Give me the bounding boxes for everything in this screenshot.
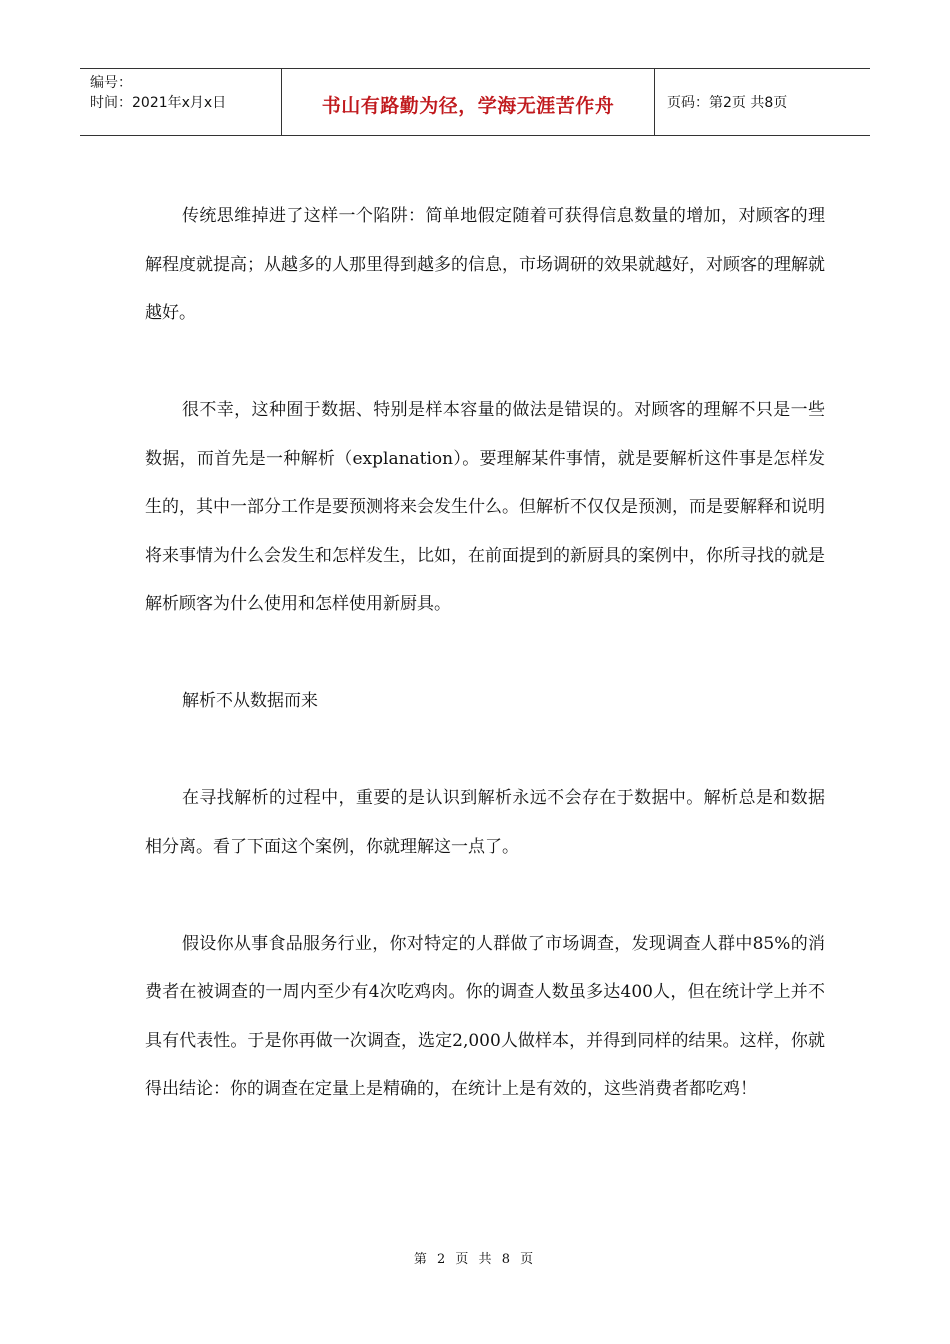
document-number-label: 编号：: [90, 75, 132, 91]
header-motto-cell: [282, 69, 655, 135]
document-date-label: 时间：2021年x月x日: [90, 95, 227, 111]
section-heading: 解析不从数据而来: [182, 691, 318, 711]
paragraph: 假设你从事食品服务行业，你对特定的人群做了市场调查，发现调查人群中85%的消费者在被调查的一周内至少有4次吃鸡肉。你的调查人数虽多达400人，但在统计学上并不具有代表性。于是你再做一次调查，选定2,000人做样本，并得到同样的结果。这样，你就得出结论：你的调查在定量上是精确的，在统计上是有效的，这些消费者都吃鸡！: [145, 933, 825, 1099]
page-footer: [0, 1248, 950, 1267]
document-header: [80, 68, 870, 136]
footer-page-number: 第 2 页 共 8 页: [413, 1252, 537, 1267]
header-page-cell: [655, 69, 870, 135]
paragraph: 很不幸，这种囿于数据、特别是样本容量的做法是错误的。对顾客的理解不只是一些数据，而首先是一种解析（explanation）。要理解某件事情，就是要解析这件事是怎样发生的，其中一部分工作是要预测将来会发生什么。但解析不仅仅是预测，而是要解释和说明将来事情为什么会发生和怎样发生，比如，在前面提到的新厨具的案例中，你所寻找的就是解析顾客为什么使用和怎样使用新厨具。: [145, 400, 825, 614]
header-motto: 书山有路勤为径，学海无涯苦作舟: [321, 94, 615, 117]
paragraph: 在寻找解析的过程中，重要的是认识到解析永远不会存在于数据中。解析总是和数据相分离。看了下面这个案例，你就理解这一点了。: [145, 788, 825, 857]
header-meta-cell: [80, 69, 282, 135]
paragraph: 传统思维掉进了这样一个陷阱：简单地假定随着可获得信息数量的增加，对顾客的理解程度就提高；从越多的人那里得到越多的信息，市场调研的效果就越好，对顾客的理解就越好。: [145, 206, 825, 323]
header-page-info: 页码：第2页 共8页: [667, 95, 788, 111]
document-body: [145, 192, 825, 1114]
